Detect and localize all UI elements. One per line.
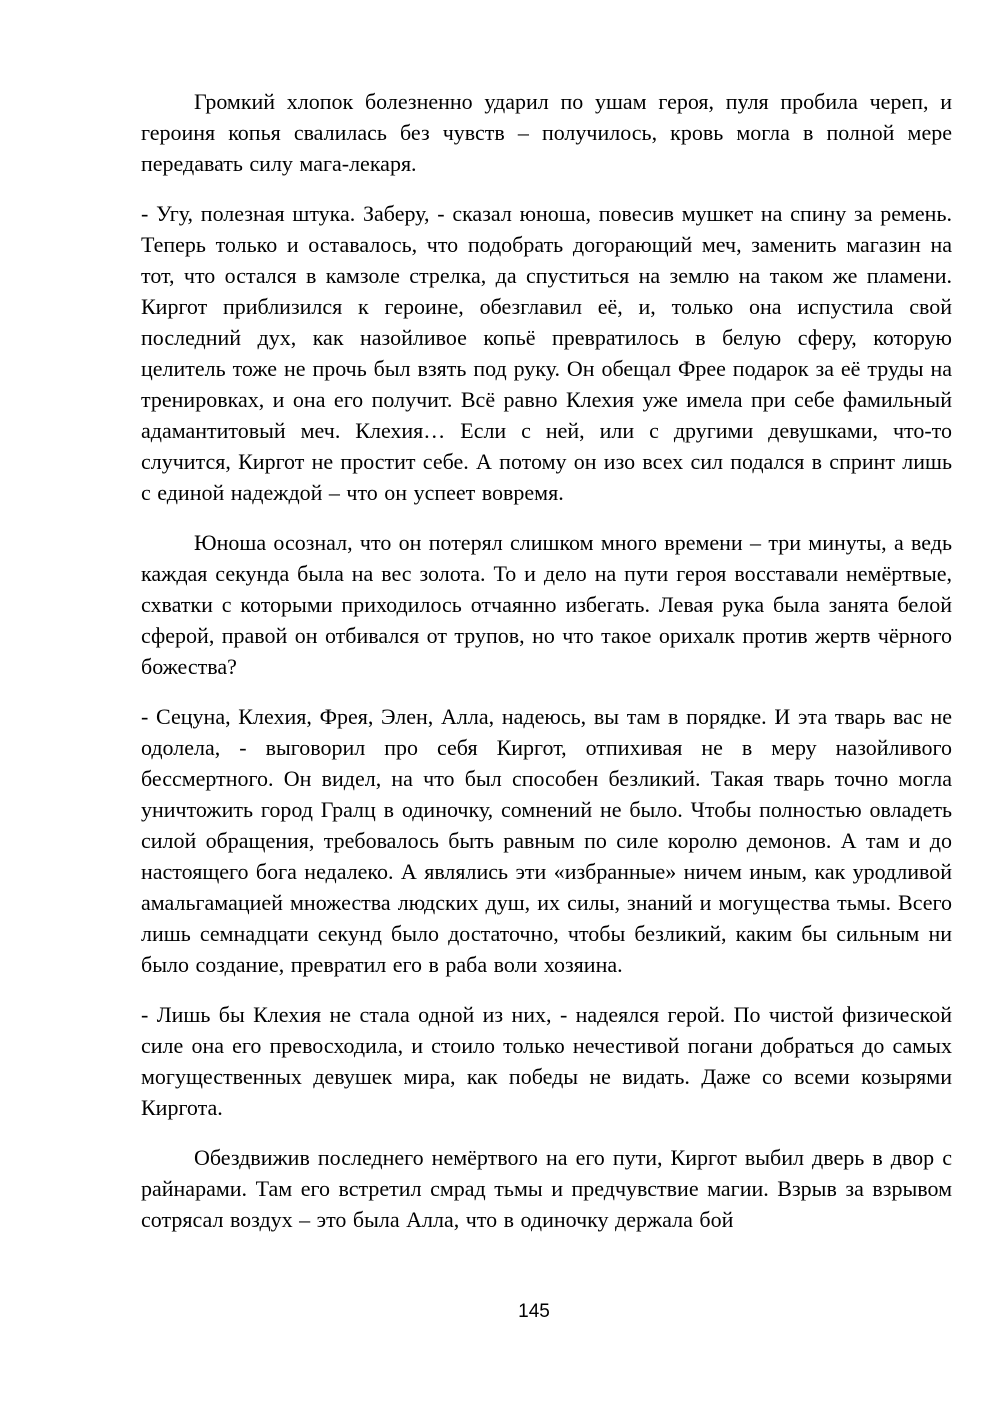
paragraph: Громкий хлопок болезненно ударил по ушам героя, пуля пробила череп, и героиня копья свалилась без чувств – получилось, кровь могла в полной мере передавать силу мага-лекаря.: [141, 89, 952, 176]
paragraph: Юноша осознал, что он потерял слишком много времени – три минуты, а ведь каждая секунда была на вес золота. То и дело на пути героя восставали немёртвые, схватки с которыми приходилось отчаянно избегать. Левая рука была занята белой сферой, правой он отбивался от трупов, но что такое орихалк против жертв чёрного божества?: [141, 530, 952, 679]
text-block: [141, 86, 952, 1254]
paragraph-dialogue: - Сецуна, Клехия, Фрея, Элен, Алла, надеюсь, вы там в порядке. И эта тварь вас не одолела, - выговорил про себя Киргот, отпихивая не в меру назойливого бессмертного. Он видел, на что был способен безликий. Такая тварь точно могла уничтожить город Гралц в одиночку, сомнений не было. Чтобы полностью овладеть силой обращения, требовалось быть равным по силе королю демонов. А там и до настоящего бога недалеко. А являлись эти «избранные» ничем иным, как уродливой амальгамацией множества людских душ, их силы, знаний и могущества тьмы. Всего лишь семнадцати секунд было достаточно, чтобы безликий, каким бы сильным ни было создание, превратил его в раба воли хозяина.: [141, 704, 952, 977]
paragraph-dialogue: - Лишь бы Клехия не стала одной из них, - надеялся герой. По чистой физической силе она его превосходила, и стоило только нечестивой погани добраться до самых могущественных девушек мира, как победы не видать. Даже со всеми козырями Киргота.: [141, 1002, 952, 1120]
paragraph: Обездвижив последнего немёртвого на его пути, Киргот выбил дверь в двор с райнарами. Там его встретил смрад тьмы и предчувствие магии. Взрыв за взрывом сотрясал воздух – это была Алла, что в одиночку держала бой: [141, 1145, 952, 1232]
page-number: 145: [518, 1301, 550, 1322]
paragraph-dialogue: - Угу, полезная штука. Заберу, - сказал юноша, повесив мушкет на спину за ремень. Теперь только и оставалось, что подобрать догорающий меч, заменить магазин на тот, что остался в камзоле стрелка, да спуститься на землю на таком же пламени. Киргот приблизился к героине, обезглавил её, и, только она испустила свой последний дух, как назойливое копьё превратилось в белую сферу, которую целитель тоже не прочь был взять под руку. Он обещал Фрее подарок за её труды на тренировках, и она его получит. Всё равно Клехия уже имела при себе фамильный адамантитовый меч. Клехия… Если с ней, или с другими девушками, что-то случится, Киргот не простит себе. А потому он изо всех сил подался в спринт лишь с единой надеждой – что он успеет вовремя.: [141, 201, 952, 505]
